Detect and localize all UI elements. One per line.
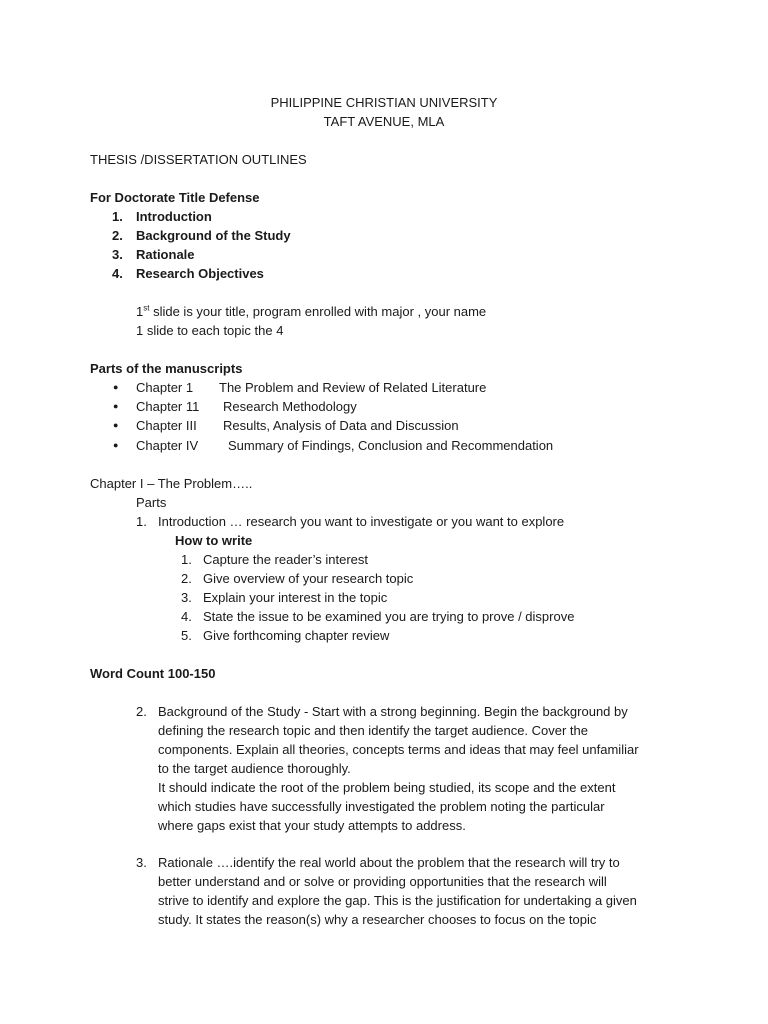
list-item: Introduction <box>136 209 212 224</box>
university-name: PHILIPPINE CHRISTIAN UNIVERSITY <box>270 95 498 110</box>
paragraph-line: It should indicate the root of the problem being studied, its scope and the extent <box>158 780 616 795</box>
chapter-label: Chapter 11 <box>136 399 200 414</box>
manuscripts-heading: Parts of the manuscripts <box>90 361 243 376</box>
paragraph-line: components. Explain all theories, concepts terms and ideas that may feel unfamiliar <box>158 742 639 757</box>
list-item-number: 3. <box>112 247 123 262</box>
bullet-icon: ● <box>113 401 119 411</box>
bullet-icon: ● <box>113 440 119 450</box>
how-to-write-heading: How to write <box>175 533 253 548</box>
list-item-number: 3. <box>136 855 147 870</box>
paragraph-line: Rationale ….identify the real world about the problem that the research will try to <box>158 855 620 870</box>
parts-label: Parts <box>136 495 167 510</box>
doctorate-heading: For Doctorate Title Defense <box>90 190 260 205</box>
chapter-title: The Problem and Review of Related Literature <box>219 380 487 395</box>
word-count-heading: Word Count 100-150 <box>90 666 216 681</box>
paragraph-line: Background of the Study - Start with a strong beginning. Begin the background by <box>158 704 628 719</box>
list-item-number: 2. <box>181 571 192 586</box>
list-item-number: 1. <box>112 209 123 224</box>
list-item-number: 5. <box>181 628 192 643</box>
chapter1-heading: Chapter I – The Problem….. <box>90 476 253 491</box>
slide-note: 1st slide is your title, program enrolled with major , your name <box>136 303 487 319</box>
paragraph-line: which studies have successfully investigated the problem noting the particular <box>158 799 605 814</box>
list-item: Capture the reader’s interest <box>203 552 369 567</box>
document-title: THESIS /DISSERTATION OUTLINES <box>90 152 307 167</box>
list-item: State the issue to be examined you are trying to prove / disprove <box>203 609 575 624</box>
list-item-number: 1. <box>136 514 147 529</box>
list-item: Give overview of your research topic <box>203 571 414 586</box>
chapter-title: Research Methodology <box>223 399 357 414</box>
list-item: Give forthcoming chapter review <box>203 628 390 643</box>
paragraph-line: strive to identify and explore the gap. This is the justification for undertaking a given <box>158 893 637 908</box>
list-item: Background of the Study <box>136 228 291 243</box>
chapter-title: Summary of Findings, Conclusion and Recommendation <box>228 438 554 453</box>
chapter-title: Results, Analysis of Data and Discussion <box>223 418 459 433</box>
paragraph-line: where gaps exist that your study attempts to address. <box>158 818 466 833</box>
paragraph-line: better understand and or solve or providing opportunities that the research will <box>158 874 607 889</box>
list-item-number: 3. <box>181 590 192 605</box>
list-item: Explain your interest in the topic <box>203 590 388 605</box>
chapter-label: Chapter III <box>136 418 197 433</box>
list-item-number: 4. <box>181 609 192 624</box>
bullet-icon: ● <box>113 420 119 430</box>
list-item: Rationale <box>136 247 195 262</box>
slide-note: 1 slide to each topic the 4 <box>136 323 284 338</box>
paragraph-line: defining the research topic and then identify the target audience. Cover the <box>158 723 589 738</box>
bullet-icon: ● <box>113 382 119 392</box>
list-item-number: 2. <box>136 704 147 719</box>
list-item-number: 4. <box>112 266 123 281</box>
list-item: Research Objectives <box>136 266 264 281</box>
introduction-item: Introduction … research you want to investigate or you want to explore <box>158 514 565 529</box>
paragraph-line: study. It states the reason(s) why a researcher chooses to focus on the topic <box>158 912 597 927</box>
paragraph-line: to the target audience thoroughly. <box>158 761 351 776</box>
university-location: TAFT AVENUE, MLA <box>323 114 445 129</box>
chapter-label: Chapter 1 <box>136 380 194 395</box>
list-item-number: 2. <box>112 228 123 243</box>
list-item-number: 1. <box>181 552 192 567</box>
chapter-label: Chapter IV <box>136 438 199 453</box>
